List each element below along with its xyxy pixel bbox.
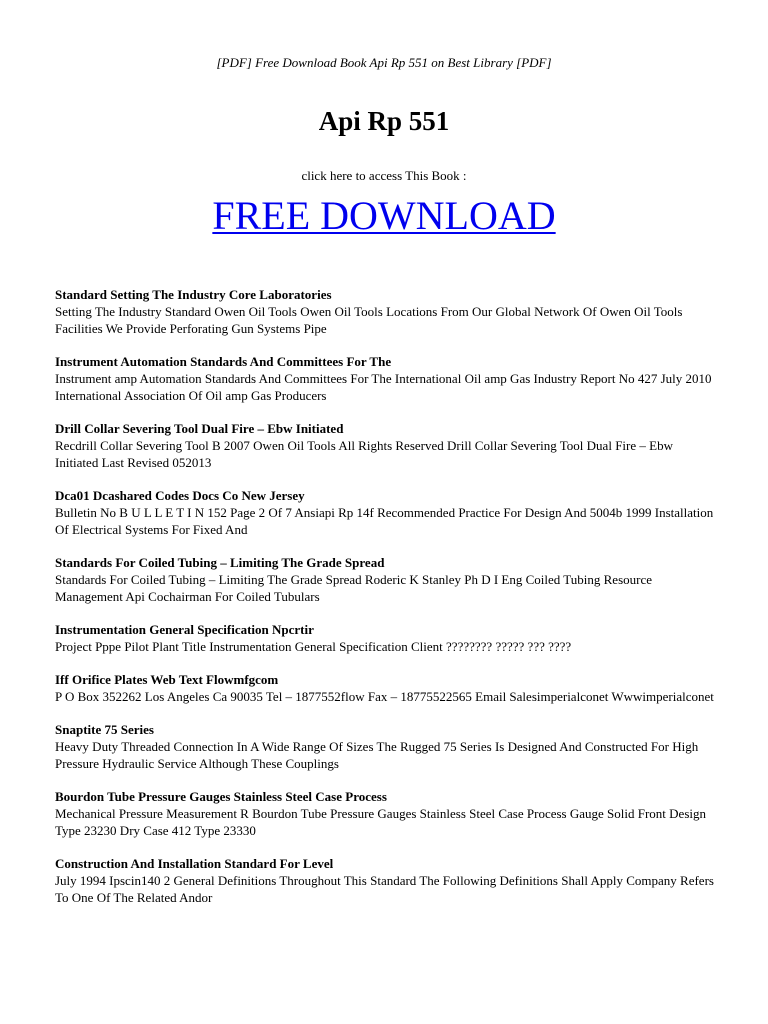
entry-title: Standards For Coiled Tubing – Limiting The Grade Spread (55, 555, 385, 570)
entry-title: Iff Orifice Plates Web Text Flowmfgcom (55, 672, 279, 687)
entry-description: Bulletin No B U L L E T I N 152 Page 2 Of 7 Ansiapi Rp 14f Recommended Practice For Design And 5004b 1999 Installation Of Electrical Systems For Fixed And (55, 505, 714, 537)
list-item (55, 788, 715, 839)
free-download-link[interactable]: FREE DOWNLOAD (212, 193, 556, 238)
entry-title: Dca01 Dcashared Codes Docs Co New Jersey (55, 488, 305, 503)
list-item (55, 286, 715, 337)
list-item (55, 554, 715, 605)
list-item (55, 487, 715, 538)
list-item (55, 671, 715, 705)
list-item (55, 721, 715, 772)
list-item (55, 855, 715, 906)
entry-title: Snaptite 75 Series (55, 722, 154, 737)
entry-title: Standard Setting The Industry Core Laboratories (55, 287, 332, 302)
entry-description: Setting The Industry Standard Owen Oil Tools Owen Oil Tools Locations From Our Global Network Of Owen Oil Tools Facilities We Provide Perforating Gun Systems Pipe (55, 304, 683, 336)
entry-title: Drill Collar Severing Tool Dual Fire – Ebw Initiated (55, 421, 344, 436)
entry-title: Construction And Installation Standard For Level (55, 856, 334, 871)
entry-description: P O Box 352262 Los Angeles Ca 90035 Tel – 1877552flow Fax – 18775522565 Email Salesimperialconet Wwwimperialconet (55, 689, 714, 704)
entry-description: Standards For Coiled Tubing – Limiting The Grade Spread Roderic K Stanley Ph D I Eng Coiled Tubing Resource Management Api Cochairman For Coiled Tubulars (55, 572, 653, 604)
entry-list (55, 286, 715, 922)
access-instruction: click here to access This Book : (301, 168, 467, 183)
entry-description: Instrument amp Automation Standards And Committees For The International Oil amp Gas Industry Report No 427 July 2010 International Association Of Oil amp Gas Producers (55, 371, 712, 403)
entry-description: Project Pppe Pilot Plant Title Instrumentation General Specification Client ???????? ????? ??? ???? (55, 639, 572, 654)
entry-description: Heavy Duty Threaded Connection In A Wide Range Of Sizes The Rugged 75 Series Is Designed And Constructed For High Pressure Hydraulic Service Although These Couplings (55, 739, 699, 771)
list-item (55, 353, 715, 404)
list-item (55, 621, 715, 655)
entry-description: Mechanical Pressure Measurement R Bourdon Tube Pressure Gauges Stainless Steel Case Process Gauge Solid Front Design Type 23230 Dry Case 412 Type 23330 (55, 806, 706, 838)
download-link-container (0, 192, 768, 240)
list-item (55, 420, 715, 471)
entry-description: Recdrill Collar Severing Tool B 2007 Owen Oil Tools All Rights Reserved Drill Collar Severing Tool Dual Fire – Ebw Initiated Last Revised 052013 (55, 438, 673, 470)
entry-description: July 1994 Ipscin140 2 General Definitions Throughout This Standard The Following Definitions Shall Apply Company Refers To One Of The Related Andor (55, 873, 714, 905)
header-top-line: [PDF] Free Download Book Api Rp 551 on Best Library [PDF] (216, 55, 552, 70)
entry-title: Instrumentation General Specification Npcrtir (55, 622, 314, 637)
entry-title: Instrument Automation Standards And Committees For The (55, 354, 392, 369)
page-title: Api Rp 551 (318, 106, 450, 136)
entry-title: Bourdon Tube Pressure Gauges Stainless Steel Case Process (55, 789, 387, 804)
